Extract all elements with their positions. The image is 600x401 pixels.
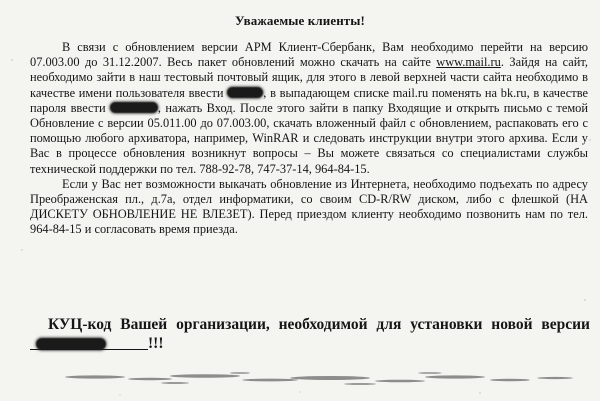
paragraph-update-instructions	[30, 40, 588, 177]
paragraph1-part1: В связи с обновлением версии АРМ Клиент-Сбербанк, Вам необходимо перейти на версию 07.003.00 до 31.12.2007. Весь пакет обновлений можно скачать на сайте	[30, 40, 588, 70]
paragraph1-part4: , нажать Вход. После этого зайти в папку Входящие и открыть письмо с темой Обновление с версии 05.011.00 до 07.003.00, скачать вложенный файл с обновлением, распаковать его с помощью любого архиватора, например, WinRAR и следовать инструкции внутри этого архива. Если у Вас в процессе обновления возникнут вопросы – Вы можете связаться со специалистами службы технической поддержки по тел. 788-92-78, 747-37-14, 964-84-15.	[30, 100, 589, 176]
paragraph-offline-option: Если у Вас нет возможности выкачать обновление из Интернета, необходимо подъехать по адресу Преображенская пл., д.7а, отдел информатики, со своим CD-R/RW диском, либо с флешкой (НА ДИСКЕТУ ОБНОВЛЕНИЕ НЕ ВЛЕЗЕТ). Перед приездом клиенту необходимо позвонить нам по тел. 964-84-15 и согласовать время приезда.	[30, 176, 588, 237]
kuts-code-suffix: !!!	[148, 335, 164, 352]
kuts-code-text: КУЦ-код Вашей организации, необходимой для установки новой версии	[48, 316, 590, 333]
letter-body	[30, 40, 588, 238]
mail-ru-link: www.mail.ru	[436, 55, 501, 70]
paragraph1-part3: , в выпадающем списке mail.ru поменять на bk.ru, в качестве пароля ввести	[30, 85, 588, 115]
redacted-login	[227, 87, 263, 98]
redacted-kuts-code	[36, 338, 106, 350]
letter-title: Уважаемые клиенты!	[235, 13, 365, 28]
redacted-password	[110, 102, 158, 113]
bottom-smudge	[65, 372, 573, 385]
paragraph1-part2: . Зайдя на сайт, необходимо зайти в наш тестовый почтовый ящик, для этого в левой верхней части сайта необходимо в качестве имени пользователя ввести	[30, 55, 588, 100]
kuts-code-line	[30, 315, 590, 353]
kuts-code-blank	[30, 335, 148, 350]
